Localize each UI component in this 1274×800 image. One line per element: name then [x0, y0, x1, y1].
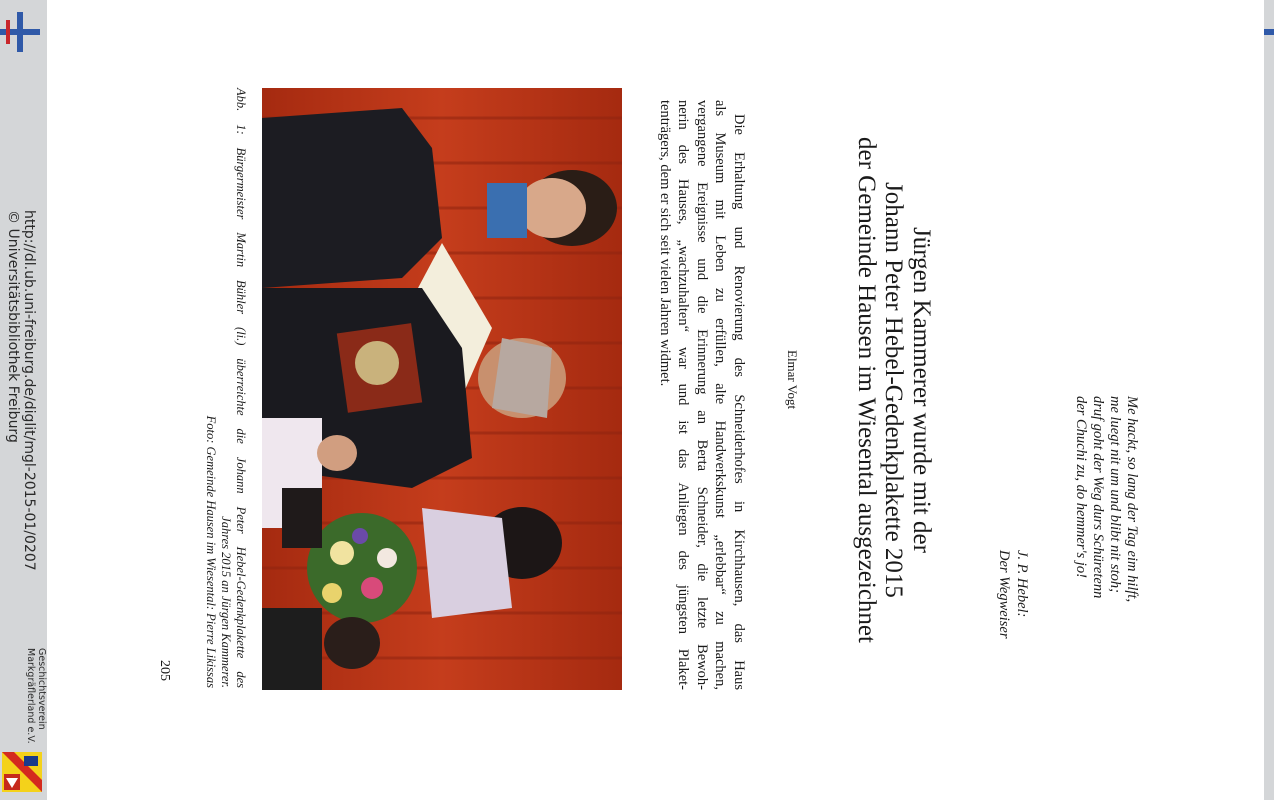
motto-attribution: J. P. Hebel: Der Wegweiser: [996, 550, 1030, 639]
society-name: Geschichtsverein Markgräflerland e.V.: [25, 648, 47, 744]
viewer-right-margin: [1264, 0, 1274, 800]
society-coat-of-arms-icon: [2, 752, 42, 792]
page-number: 205: [157, 660, 172, 681]
award-photo-image: [262, 88, 622, 690]
photo-caption: Abb. 1: Bürgermeister Martin Bühler (li.) überreichte die Johann Peter Hebel-Gedenkplakette des Jahres 2015 an Jürgen Kammerer. Foto: Gemeinde Hausen im Wiesental: Pierre Likissas: [204, 88, 248, 688]
award-photo: [262, 88, 622, 690]
document-url[interactable]: http://dl.ub.uni-freiburg.de/diglit/mgl-2015-01/0207 © Universitätsbibliothek Freiburg: [5, 210, 37, 571]
article-title: Jürgen Kammerer wurde mit der Johann Peter Hebel-Gedenkplakette 2015 der Gemeinde Hausen im Wiesental ausgezeichnet: [853, 137, 935, 643]
article-author: Elmar Vogt: [785, 350, 800, 410]
motto-poem: Me hackt, so lang der Tag eim hilft, me luegt nit um und blibt nit stoh; druf goht der Weg durs Schüretenn der Chuchi zu, do hemmer's jo!: [1073, 396, 1140, 603]
registration-mark-icon: [0, 12, 40, 52]
article-body: Die Erhaltung und Renovierung des Schneiderhofes in Kirchhausen, das Haus als Museum mit Leben zu erfüllen, alte Handwerkskunst „erlebbar“ zu machen, vergangene Ereignisse und die Erinnerung an Berta Schneider, die letzte Bewoh- nerin des Hauses, „wachzuhalten“ war und ist das Anliegen des jüngsten Plaket- tenträgers, dem er sich seit vielen Jahren widmet.: [657, 100, 747, 690]
